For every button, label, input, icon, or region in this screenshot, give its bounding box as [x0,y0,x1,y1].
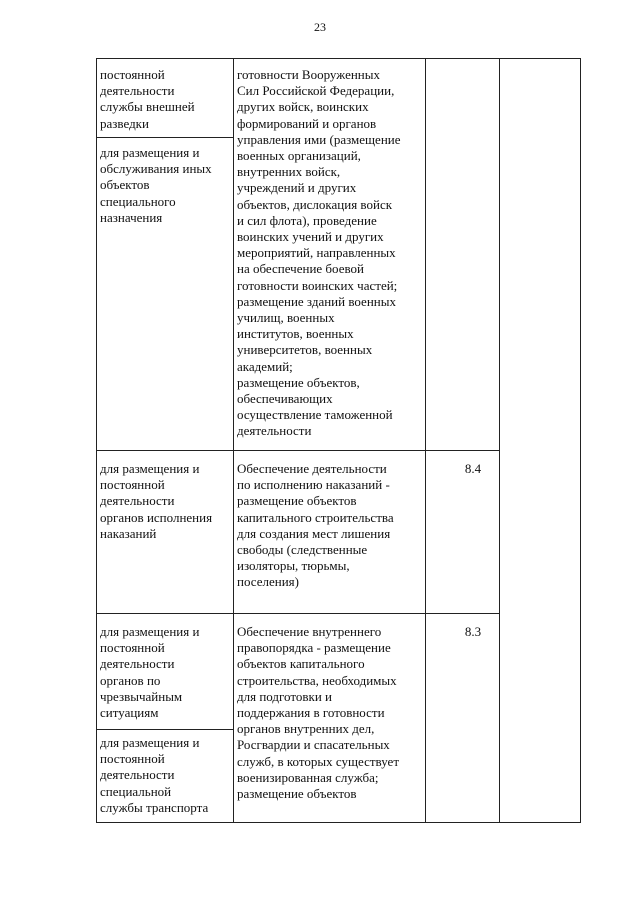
subrow-divider [96,137,234,138]
table-border-right [580,58,581,822]
column-divider-1 [233,58,234,822]
use-description-cell: Обеспечение внутреннего правопорядка - размещение объектов капитального строительства, необходимых для подготовки и поддержания в готовности органов внутренних дел, Росгвардии и спасательных служб, в которых существует военизированная служба; размещение объектов [237,624,400,802]
use-code-cell: 8.4 [464,461,482,476]
column-divider-2 [425,58,426,822]
use-description-cell: Обеспечение деятельности по исполнению наказаний - размещение объектов капитального строительства для создания мест лишения свободы (следственные изоляторы, тюрьмы, поселения) [237,461,394,590]
subrow-divider [96,729,234,730]
use-name-cell: для размещения и обслуживания иных объектов специального назначения [100,145,212,225]
page-number: 23 [314,20,326,34]
table-border-bottom [96,822,581,823]
use-name-cell: постоянной деятельности службы внешней разведки [100,67,195,131]
table-border-left [96,58,97,822]
use-name-cell: для размещения и постоянной деятельности специальной службы транспорта [100,735,209,815]
land-use-table [96,58,580,822]
row-divider [96,450,500,451]
use-name-cell: для размещения и постоянной деятельности органов исполнения наказаний [100,461,213,541]
use-description-cell: готовности Вооруженных Сил Российской Федерации, других войск, воинских формирований и органов управления ими (размещение военных организаций, внутренних войск, учреждений и других объектов, дислокация войск и сил флота), проведение воинских учений и других мероприятий, направленных на обеспечение боевой готовности воинских частей; размещение зданий военных училищ, военных институтов, военных университетов, военных академий; размещение объектов, обеспечивающих осуществление таможенной деятельности [237,67,401,439]
table-border-top [96,58,581,59]
column-divider-3 [499,58,500,822]
use-name-cell: для размещения и постоянной деятельности органов по чрезвычайным ситуациям [100,624,200,721]
row-divider [96,613,500,614]
use-code-cell: 8.3 [464,624,482,639]
